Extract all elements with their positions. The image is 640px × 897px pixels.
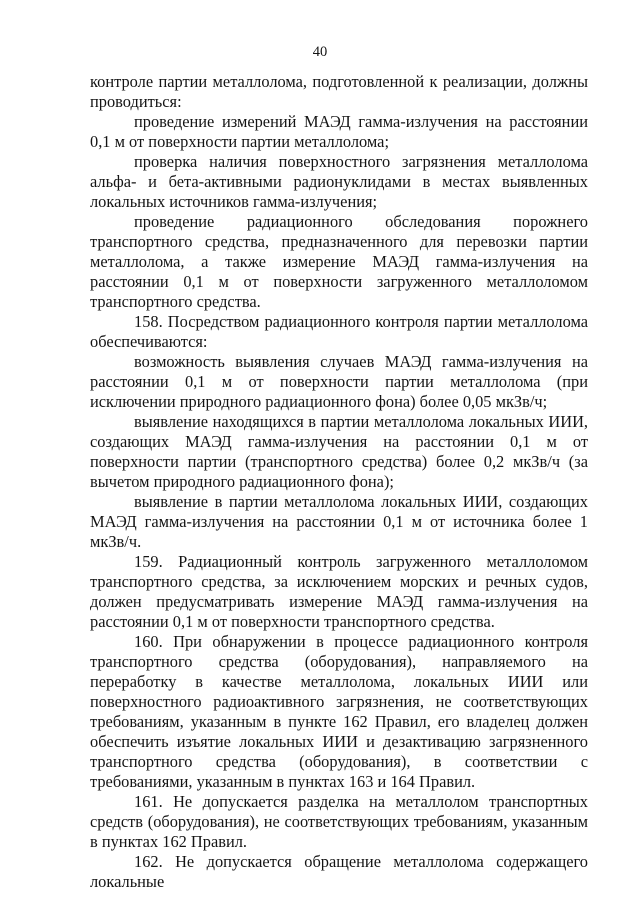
- paragraph: выявление находящихся в партии металлолома локальных ИИИ, создающих МАЭД гамма-излучения на расстоянии 0,1 м от поверхности партии (транспортного средства) более 0,2 мкЗв/ч (за вычетом природного радиационного фона);: [90, 412, 588, 491]
- paragraph: проведение радиационного обследования порожнего транспортного средства, предназначенного для перевозки партии металлолома, а также измерение МАЭД гамма-излучения на расстоянии 0,1 м от поверхности загруженного металлоломом транспортного средства.: [90, 212, 588, 311]
- paragraph-159: 159. Радиационный контроль загруженного металлоломом транспортного средства, за исключением морских и речных судов, должен предусматривать измерение МАЭД гамма-излучения на расстоянии 0,1 м от поверхности транспортного средства.: [90, 552, 588, 631]
- paragraph: проведение измерений МАЭД гамма-излучения на расстоянии 0,1 м от поверхности партии металлолома;: [90, 112, 588, 151]
- paragraph-160: 160. При обнаружении в процессе радиационного контроля транспортного средства (оборудования), направляемого на переработку в качестве металлолома, локальных ИИИ или поверхностного радиоактивного загрязнения, не соответствующих требованиям, указанным в пункте 162 Правил, его владелец должен обеспечить изъятие локальных ИИИ и дезактивацию загрязненного транспортного средства (оборудования), в соответствии с требованиями, указанным в пунктах 163 и 164 Правил.: [90, 632, 588, 791]
- page-number: 40: [312, 44, 328, 60]
- document-body: [90, 72, 588, 892]
- paragraph: возможность выявления случаев МАЭД гамма-излучения на расстоянии 0,1 м от поверхности партии металлолома (при исключении природного радиационного фона) более 0,05 мкЗв/ч;: [90, 352, 588, 411]
- paragraph: контроле партии металлолома, подготовленной к реализации, должны проводиться:: [90, 72, 588, 111]
- paragraph-158: 158. Посредством радиационного контроля партии металлолома обеспечиваются:: [90, 312, 588, 351]
- paragraph: проверка наличия поверхностного загрязнения металлолома альфа- и бета-активными радионуклидами в местах выявленных локальных источников гамма-излучения;: [90, 152, 588, 211]
- paragraph: выявление в партии металлолома локальных ИИИ, создающих МАЭД гамма-излучения на расстоянии 0,1 м от источника более 1 мкЗв/ч.: [90, 492, 588, 551]
- paragraph-161: 161. Не допускается разделка на металлолом транспортных средств (оборудования), не соответствующих требованиям, указанным в пунктах 162 Правил.: [90, 792, 588, 851]
- paragraph-162: 162. Не допускается обращение металлолома содержащего локальные: [90, 852, 588, 891]
